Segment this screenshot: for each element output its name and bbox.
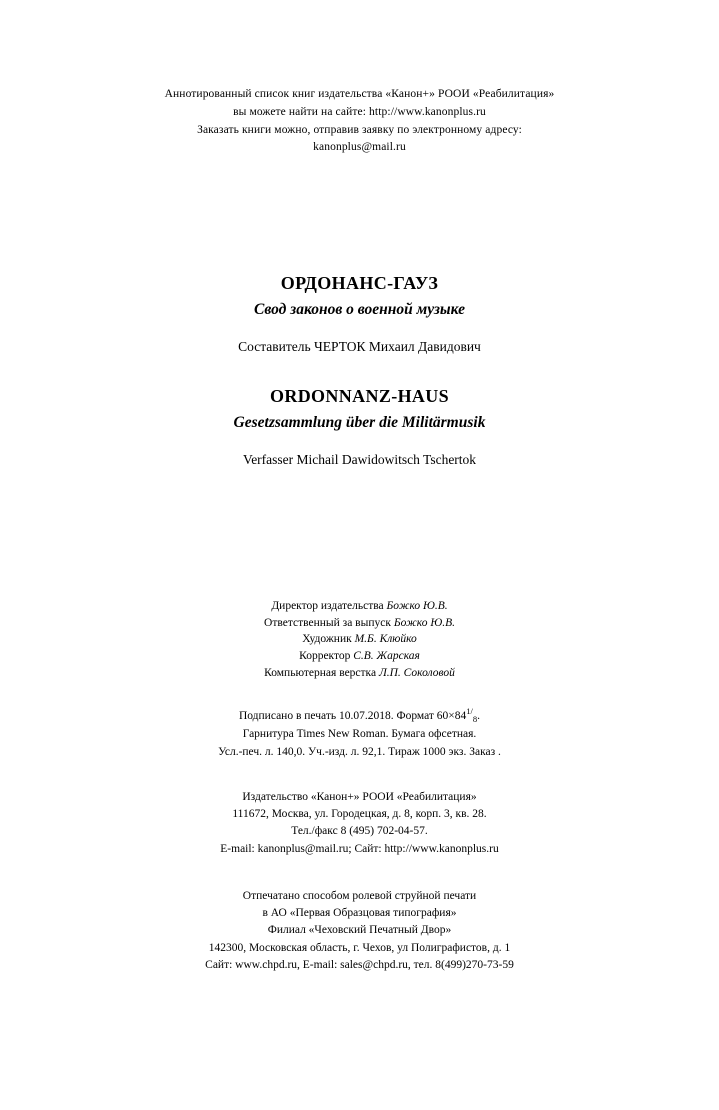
publisher-name: Издательство «Канон+» РООИ «Реабилитация»	[242, 790, 477, 803]
credit-row	[60, 615, 659, 632]
credit-row	[60, 665, 659, 682]
print-info-line-2: Гарнитура Times New Roman. Бумага офсетная.	[242, 728, 477, 741]
credit-role: Директор издательства	[271, 600, 387, 613]
publisher-block	[60, 789, 659, 858]
annotation-email: kanonplus@mail.ru	[313, 141, 406, 154]
credit-name: С.В. Жарская	[353, 650, 420, 663]
author-de: Verfasser Michail Dawidowitsch Tschertok	[242, 451, 477, 467]
credit-name: М.Б. Клюйко	[354, 633, 417, 646]
colophon-page	[0, 86, 719, 1110]
print-info-line-3: Усл.-печ. л. 140,0. Уч.-изд. л. 92,1. Тираж 1000 экз. Заказ .	[218, 745, 501, 758]
publisher-email-site: E-mail: kanonplus@mail.ru; Сайт: http://www.kanonplus.ru	[220, 842, 499, 855]
credit-row	[60, 648, 659, 665]
page-subtitle-ru: Свод законов о военной музыке	[254, 301, 465, 319]
credit-role: Ответственный за выпуск	[264, 616, 394, 629]
credits-block	[60, 598, 659, 681]
format-fraction-numerator: 1	[466, 706, 471, 717]
print-info-line-1	[60, 705, 659, 726]
format-fraction-denominator: 8	[472, 714, 478, 725]
credit-name: Л.П. Соколовой	[378, 666, 455, 679]
title-block	[60, 270, 659, 470]
printing-house-block	[60, 888, 659, 974]
print-date-format: Подписано в печать 10.07.2018. Формат 60×84	[238, 710, 467, 723]
credit-name: Божко Ю.В.	[386, 600, 448, 613]
annotation-line-1: Аннотированный список книг издательства «Канон+» РООИ «Реабилитация»	[164, 88, 555, 100]
credit-row	[60, 631, 659, 648]
annotation-block	[60, 86, 659, 157]
printing-house-address: 142300, Московская область, г. Чехов, ул Полиграфистов, д. 1	[208, 941, 511, 954]
credit-role: Художник	[302, 633, 355, 646]
page-title-ru: ОРДОНАНС-ГАУЗ	[280, 273, 439, 294]
publisher-phone: Тел./факс 8 (495) 702-04-57.	[291, 825, 428, 838]
author-ru: Составитель ЧЕРТОК Михаил Давидович	[238, 338, 481, 354]
print-info-line1-suffix: .	[477, 710, 481, 723]
annotation-line-2: вы можете найти на сайте: http://www.kanonplus.ru	[233, 105, 486, 118]
credit-role: Компьютерная верстка	[264, 666, 379, 679]
page-title-de: ORDONNANZ-HAUS	[269, 386, 450, 407]
page-subtitle-de: Gesetzsammlung über die Militärmusik	[233, 414, 486, 432]
printing-method: Отпечатано способом ролевой струйной печати	[242, 889, 477, 902]
annotation-line-3: Заказать книги можно, отправив заявку по электронному адресу:	[197, 123, 522, 136]
credit-row	[60, 598, 659, 615]
publisher-address: 111672, Москва, ул. Городецкая, д. 8, корп. 3, кв. 28.	[232, 808, 487, 821]
format-fraction-slash: /	[470, 706, 473, 717]
printing-house-name: в АО «Первая Образцовая типография»	[262, 907, 457, 920]
print-info-block	[60, 705, 659, 760]
credit-role: Корректор	[299, 650, 354, 663]
printing-house-branch: Филиал «Чеховский Печатный Двор»	[267, 924, 452, 937]
printing-house-contacts: Сайт: www.chpd.ru, E-mail: sales@chpd.ru, тел. 8(499)270-73-59	[205, 958, 514, 971]
credit-name: Божко Ю.В.	[393, 616, 455, 629]
